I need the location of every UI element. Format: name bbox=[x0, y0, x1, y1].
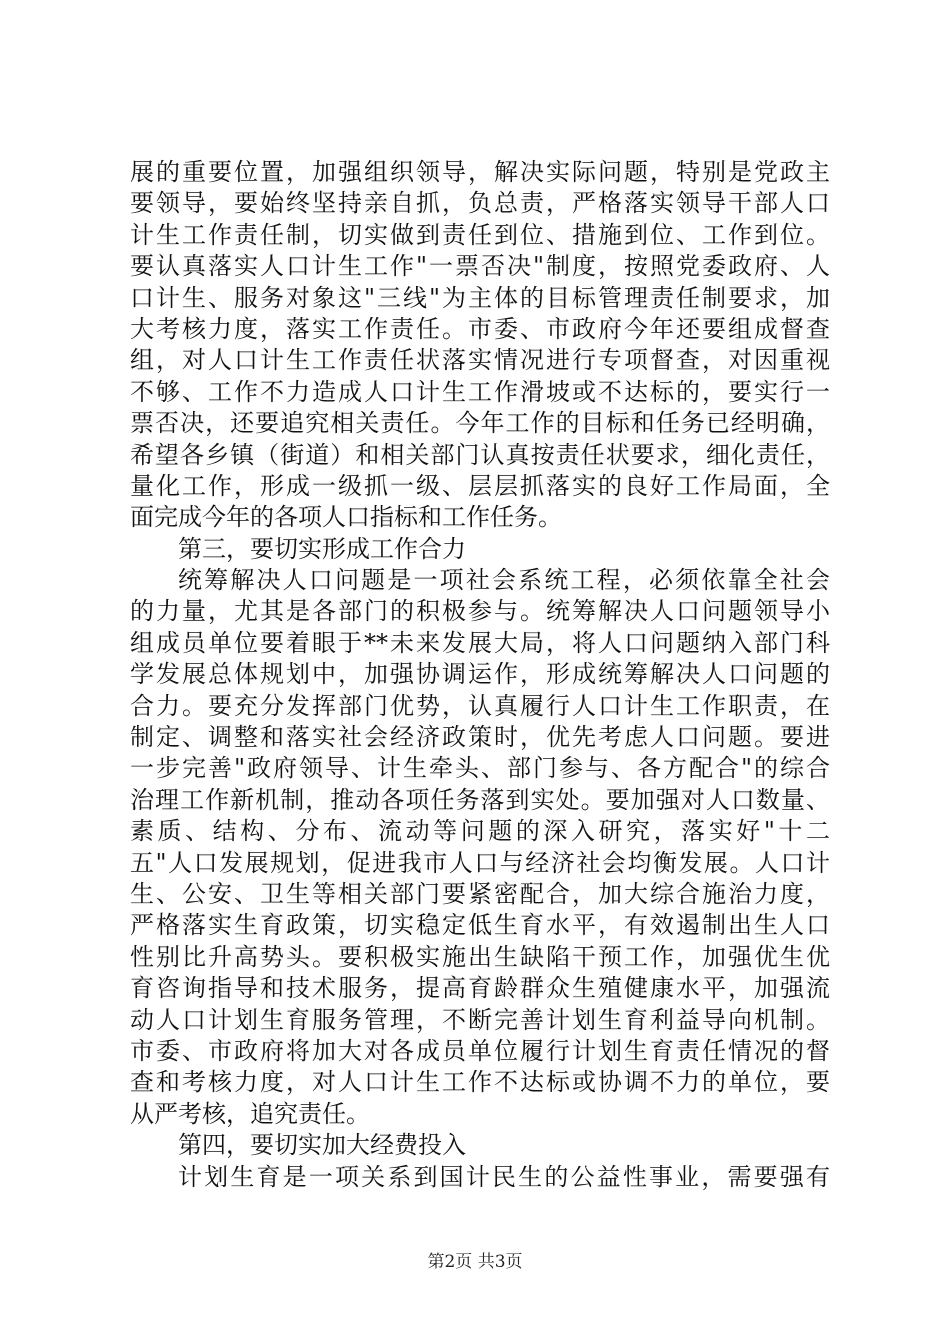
text-line: 计生工作责任制，切实做到责任到位、措施到位、工作到位。 bbox=[130, 220, 830, 249]
text-line: 查和考核力度，对人口计生工作不达标或协调不力的单位，要 bbox=[130, 1068, 830, 1097]
text-line: 不够、工作不力造成人口计生工作滑坡或不达标的，要实行一 bbox=[130, 377, 830, 406]
text-line: 要领导，要始终坚持亲自抓，负总责，严格落实领导干部人口 bbox=[130, 189, 830, 218]
text-line: 育咨询指导和技术服务，提高育龄群众生殖健康水平，加强流 bbox=[130, 974, 830, 1003]
section-heading: 第四，要切实加大经费投入 bbox=[178, 1131, 466, 1160]
text-line: 票否决，还要追究相关责任。今年工作的目标和任务已经明确， bbox=[130, 409, 830, 438]
text-line: 动人口计划生育服务管理，不断完善计划生育利益导向机制。 bbox=[130, 1005, 830, 1034]
text-line: 组成员单位要着眼于**未来发展大局，将人口问题纳入部门科 bbox=[130, 628, 830, 657]
text-line: 从严考核，追究责任。 bbox=[130, 1099, 370, 1128]
text-line: 一步完善"政府领导、计生牵头、部门参与、各方配合"的综合 bbox=[130, 754, 830, 783]
text-line: 组，对人口计生工作责任状落实情况进行专项督查，对因重视 bbox=[130, 346, 830, 375]
text-line: 口计生、服务对象这"三线"为主体的目标管理责任制要求，加 bbox=[130, 283, 830, 312]
text-line: 学发展总体规划中，加强协调运作，形成统筹解决人口问题的 bbox=[130, 660, 830, 689]
text-line: 展的重要位置，加强组织领导，解决实际问题，特别是党政主 bbox=[130, 158, 830, 186]
text-line: 量化工作，形成一级抓一级、层层抓落实的良好工作局面，全 bbox=[130, 471, 830, 500]
text-line: 五"人口发展规划，促进我市人口与经济社会均衡发展。人口计 bbox=[130, 848, 830, 877]
text-line: 计划生育是一项关系到国计民生的公益性事业，需要强有 bbox=[178, 1162, 830, 1191]
text-line: 生、公安、卫生等相关部门要紧密配合，加大综合施治力度， bbox=[130, 879, 830, 908]
text-line: 治理工作新机制，推动各项任务落到实处。要加强对人口数量、 bbox=[130, 785, 830, 814]
text-line: 严格落实生育政策，切实稳定低生育水平，有效遏制出生人口 bbox=[130, 911, 830, 940]
text-line: 大考核力度，落实工作责任。市委、市政府今年还要组成督查 bbox=[130, 314, 830, 343]
page-footer: 第2页 共3页 bbox=[427, 1252, 523, 1272]
text-line: 要认真落实人口计生工作"一票否决"制度，按照党委政府、人 bbox=[130, 252, 830, 281]
text-line: 素质、结构、分布、流动等问题的深入研究，落实好"十二 bbox=[130, 817, 830, 846]
text-line: 统筹解决人口问题是一项社会系统工程，必须依靠全社会 bbox=[178, 566, 830, 595]
text-line: 的力量，尤其是各部门的积极参与。统筹解决人口问题领导小 bbox=[130, 597, 830, 626]
text-line: 市委、市政府将加大对各成员单位履行计划生育责任情况的督 bbox=[130, 1036, 830, 1065]
text-line: 性别比升高势头。要积极实施出生缺陷干预工作，加强优生优 bbox=[130, 942, 830, 971]
text-line: 面完成今年的各项人口指标和工作任务。 bbox=[130, 503, 562, 532]
text-line: 制定、调整和落实社会经济政策时，优先考虑人口问题。要进 bbox=[130, 723, 830, 752]
text-line: 希望各乡镇（街道）和相关部门认真按责任状要求，细化责任， bbox=[130, 440, 830, 469]
section-heading: 第三，要切实形成工作合力 bbox=[178, 534, 466, 563]
document-body bbox=[130, 157, 830, 1193]
text-line: 合力。要充分发挥部门优势，认真履行人口计生工作职责，在 bbox=[130, 691, 830, 720]
